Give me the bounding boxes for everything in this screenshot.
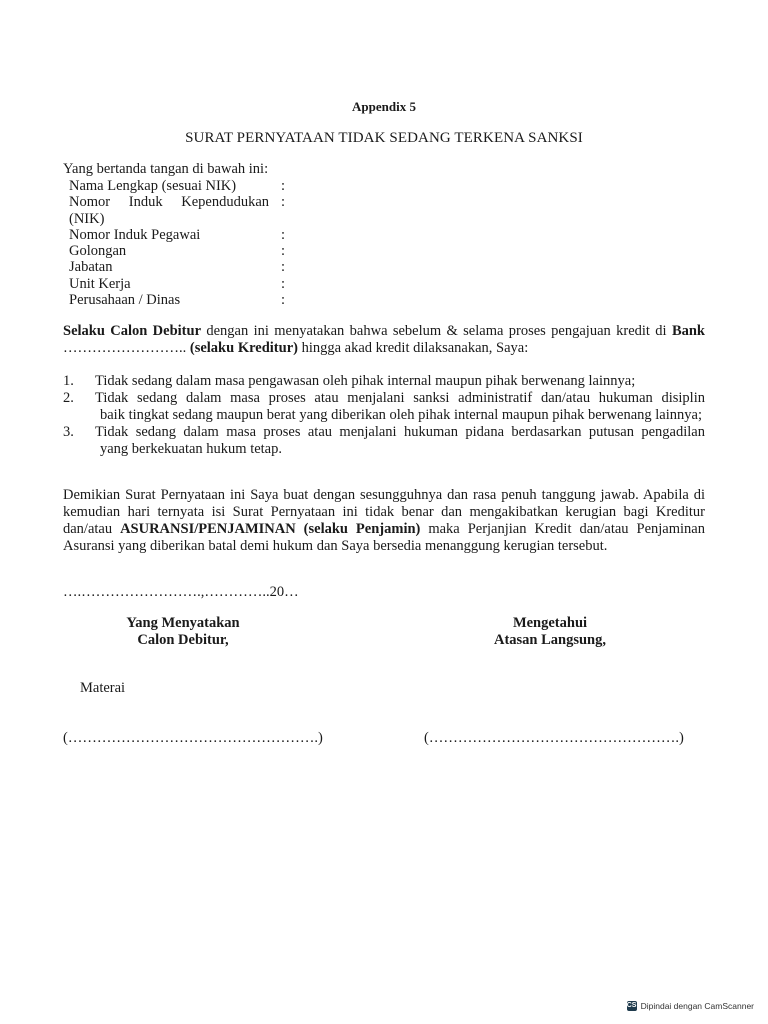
camscanner-watermark bbox=[627, 998, 754, 1014]
field-colon: : bbox=[281, 259, 286, 276]
list-item bbox=[63, 373, 705, 390]
closing-text: Demikian Surat Pernyataan ini Saya buat dengan sesungguhnya dan rasa penuh tanggung jawab. Apabila di kemudian hari ternyata isi Surat Pernyataan ini tidak benar dan mengakibatkan kerugian bagi Kreditur dan/atau bbox=[63, 487, 705, 537]
field-colon: : bbox=[281, 243, 286, 260]
left-signature-line: (…………………………………………….) bbox=[63, 730, 323, 746]
field-colon: : bbox=[281, 226, 286, 243]
statement-dots: …………………….. bbox=[63, 340, 190, 356]
list-item-text: Tidak sedang dalam masa pengawasan oleh pihak internal maupun pihak berwenang lainnya; bbox=[95, 373, 636, 389]
appendix-label: Appendix 5 bbox=[352, 99, 416, 114]
camscanner-text: Dipindai dengan CamScanner bbox=[640, 1001, 754, 1011]
field-golongan bbox=[69, 243, 299, 259]
field-unit-kerja bbox=[69, 276, 299, 292]
field-colon: : bbox=[281, 194, 286, 211]
statement-bold-bank: Bank bbox=[671, 323, 705, 339]
left-signature-block bbox=[83, 615, 283, 649]
statement-paragraph bbox=[63, 323, 705, 357]
list-item-number: 2. bbox=[63, 390, 74, 406]
list-item-number: 1. bbox=[63, 373, 74, 389]
field-nik bbox=[69, 194, 299, 210]
left-signature-role: Calon Debitur, bbox=[137, 632, 229, 648]
field-nama-lengkap bbox=[69, 178, 299, 194]
field-nip bbox=[69, 227, 299, 243]
field-perusahaan bbox=[69, 292, 299, 308]
list-item-text-cont: baik tingkat sedang maupun berat yang diberikan oleh pihak internal maupun pihak berwenang lainnya; bbox=[100, 407, 702, 423]
field-label: Perusahaan / Dinas bbox=[69, 292, 181, 309]
closing-bold-asuransi: ASURANSI/PENJAMINAN (selaku Penjamin) bbox=[120, 521, 421, 537]
right-signature-role: Atasan Langsung, bbox=[493, 632, 606, 648]
list-item-text: Tidak sedang dalam masa proses atau menjalani hukuman pidana berdasarkan putusan pengadilan bbox=[95, 424, 705, 440]
list-item-text: Tidak sedang dalam masa proses atau menjalani sanksi administratif dan/atau hukuman disiplin bbox=[95, 390, 705, 406]
date-place-line: ….…………………….,…………..20… bbox=[63, 584, 299, 600]
statement-text: dengan ini menyatakan bahwa sebelum & selama proses pengajuan kredit di bbox=[201, 323, 672, 339]
materai-label: Materai bbox=[80, 680, 126, 696]
declaration-list bbox=[63, 373, 705, 458]
field-label: (NIK) bbox=[69, 210, 105, 227]
statement-bold-debitur: Selaku Calon Debitur bbox=[63, 323, 202, 339]
field-colon: : bbox=[281, 178, 286, 194]
camscanner-icon: CS bbox=[626, 1002, 637, 1009]
right-signature-title: Mengetahui bbox=[512, 615, 588, 631]
field-label: Nama Lengkap (sesuai NIK) bbox=[69, 178, 237, 194]
list-item-number: 3. bbox=[63, 424, 74, 440]
field-label: Nomor Induk Pegawai bbox=[69, 226, 201, 243]
document-title: SURAT PERNYATAAN TIDAK SEDANG TERKENA SANKSI bbox=[185, 130, 583, 146]
left-signature-title: Yang Menyatakan bbox=[126, 615, 240, 631]
field-label: Unit Kerja bbox=[69, 275, 131, 292]
identity-fields bbox=[69, 178, 299, 308]
list-item bbox=[63, 390, 705, 424]
closing-paragraph bbox=[63, 487, 705, 555]
statement-bold-kreditur: (selaku Kreditur) bbox=[189, 340, 298, 356]
field-nik-cont bbox=[69, 211, 299, 227]
field-label: Golongan bbox=[69, 243, 127, 260]
field-colon: : bbox=[281, 275, 286, 292]
intro-text: Yang bertanda tangan di bawah ini: bbox=[63, 161, 269, 177]
field-label: Nomor Induk Kependudukan bbox=[69, 194, 269, 211]
field-label: Jabatan bbox=[69, 259, 113, 276]
list-item bbox=[63, 424, 705, 458]
statement-text-end: hingga akad kredit dilaksanakan, Saya: bbox=[297, 340, 529, 356]
field-colon: : bbox=[281, 292, 286, 309]
field-jabatan bbox=[69, 259, 299, 275]
closing-text-end: maka Perjanjian Kredit dan/atau Penjaminan Asuransi yang diberikan batal demi hukum dan Saya bersedia menanggung kerugian tersebut. bbox=[63, 521, 705, 554]
right-signature-block bbox=[450, 615, 650, 649]
right-signature-line: (…………………………………………….) bbox=[424, 730, 684, 746]
list-item-text-cont: yang berkekuatan hukum tetap. bbox=[100, 441, 282, 457]
